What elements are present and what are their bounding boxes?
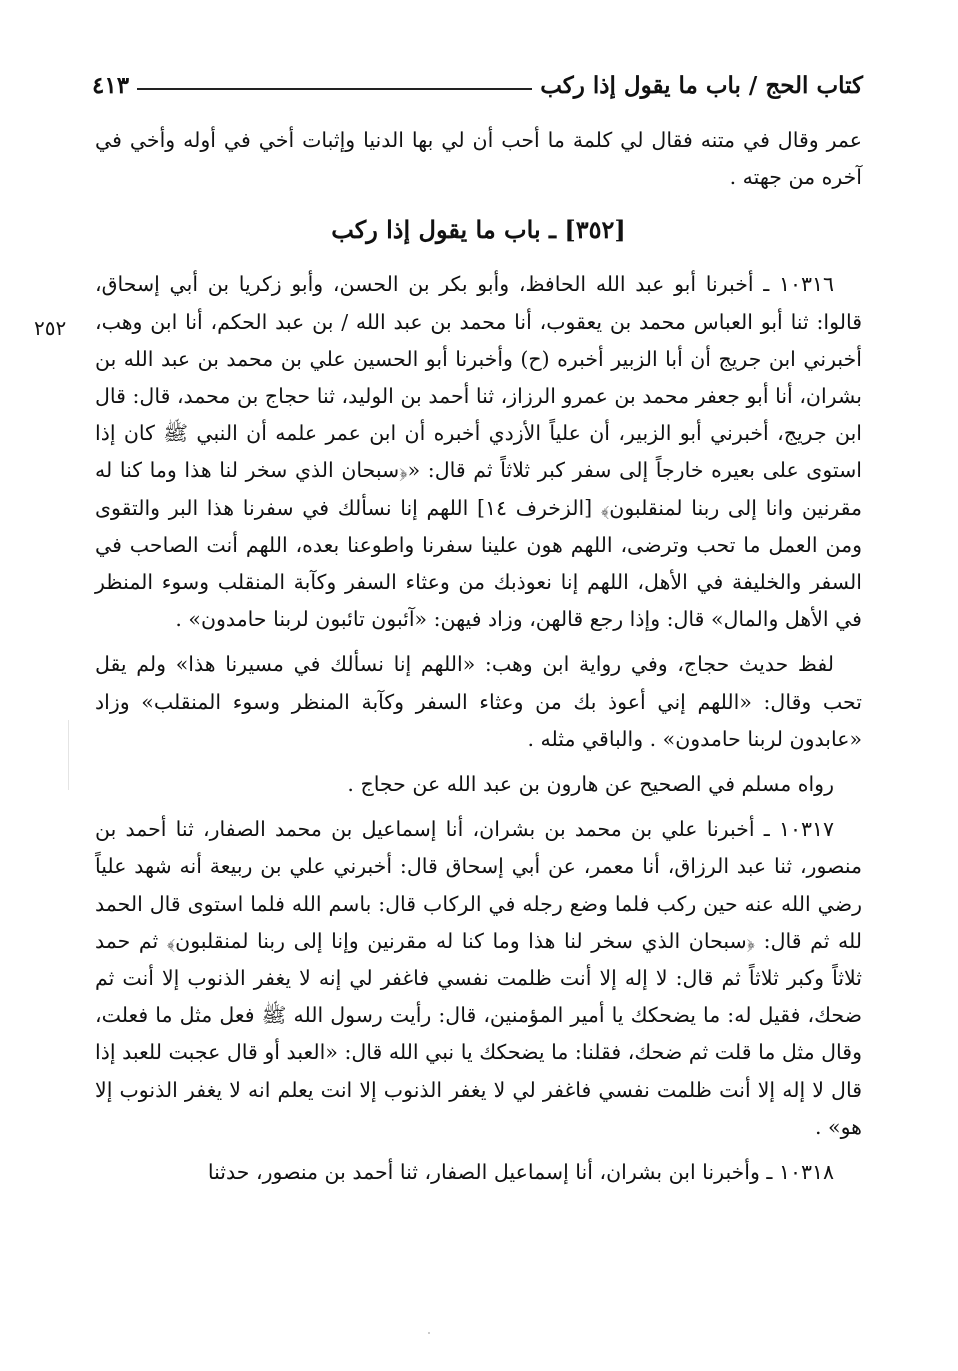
section-heading: [٣٥٢] ـ باب ما يقول إذا ركب [331, 215, 626, 245]
running-header [92, 70, 863, 100]
continuation-paragraph: عمر وقال في متنه فقال لي كلمة ما أحب أن لي بها الدنيا وإثبات أخي في أوله وأخي في آخره من جهته . [95, 128, 862, 190]
hadith-paragraph-10317: ١٠٣١٧ ـ أخبرنا علي بن محمد بن بشران، أنا إسماعيل بن محمد الصفار، ثنا أحمد بن منصور، ثنا عبد الرزاق، أنا معمر، عن أبي إسحاق قال: أخبرني علي بن ربيعة أنه شهد علياً رضي الله عنه حين ركب فلما وضع رجله في الركاب قال: باسم الله فلما استوى قال الحمد لله ثم قال: ﴿سبحان الذي سخر لنا هذا وما كنا له مقرنين وإنا إلى ربنا لمنقلبون﴾ ثم حمد ثلاثاً وكبر ثلاثاً ثم قال: لا إله إلا أنت ظلمت نفسي فاغفر لي إنه لا يغفر الذنوب إلا أنت ثم ضحك، فقيل له: ما يضحكك يا أمير المؤمنين، قال: رأيت رسول الله ﷺ فعل مثل ما فعلت، وقال مثل ما قلت ثم ضحك، فقلنا: ما يضحكك يا نبي الله قال: «العبد أو قال عجبت للعبد إذا قال لا إله إلا أنت ظلمت نفسي فاغفر لي لا يغفر الذنوب إلا انت يعلم انه لا يغفر الذنوب إلا هو» . [95, 817, 862, 1139]
muslim-note-paragraph: رواه مسلم في الصحيح عن هارون بن عبد الله عن حجاج . [347, 772, 834, 797]
page-number: ٤١٣ [92, 71, 130, 99]
scan-artifact-line [68, 720, 69, 790]
scan-artifact-dot [428, 1332, 430, 1334]
margin-page-reference: ٢٥٢ [34, 316, 67, 340]
variant-note-paragraph: لفظ حديث حجاج، وفي رواية ابن وهب: «اللهم إنا نسألك في مسيرنا هذا» ولم يقل تحب وقال: «اللهم إني أعوذ بك من وعثاء السفر وكآبة المنظر وسوء المنقلب» وزاد «عابدون لربنا حامدون» . والباقي مثله . [95, 652, 862, 751]
hadith-paragraph-10318: ١٠٣١٨ ـ وأخبرنا ابن بشران، أنا إسماعيل الصفار، ثنا أحمد بن منصور، حدثنا [207, 1160, 834, 1185]
hadith-paragraph-10316: ١٠٣١٦ ـ أخبرنا أبو عبد الله الحافظ، وأبو بكر بن الحسن، وأبو زكريا بن أبي إسحاق، قالوا: ثنا أبو العباس محمد بن يعقوب، أنا محمد بن عبد الله / بن عبد الحكم، أنا ابن وهب، أخبرني ابن جريج أن أبا الزبير أخبره (ح) وأخبرنا أبو الحسين علي بن محمد بن عبد الله بن بشران، أنا أبو جعفر محمد بن عمرو الرزاز، ثنا أحمد بن الوليد، ثنا حجاج بن محمد، قال: قال ابن جريج، أخبرني أبو الزبير، أن علياً الأزدي أخبره أن ابن عمر علمه أن النبي ﷺ كان إذا استوى على بعيره خارجاً إلى سفر كبر ثلاثاً ثم قال: «﴿سبحان الذي سخر لنا هذا وما كنا له مقرنين وانا إلى ربنا لمنقلبون﴾ [الزخرف ١٤] اللهم إنا نسألك في سفرنا هذا البر والتقوى ومن العمل ما تحب وترضى، اللهم هون علينا سفرنا واطوعنا بعده، اللهم أنت الصاحب في السفر والخليفة في الأهل، اللهم إنا نعوذبك من وعثاء السفر وكآبة المنقلب وسوء المنظر في الأهل والمال» قال: وإذا رجع قالهن، وزاد فيهن: «آئبون تائبون لربنا حامدون» . [95, 272, 862, 632]
header-rule [137, 88, 532, 90]
main-text [95, 122, 862, 1191]
header-title: كتاب الحج / باب ما يقول إذا ركب [540, 71, 863, 99]
